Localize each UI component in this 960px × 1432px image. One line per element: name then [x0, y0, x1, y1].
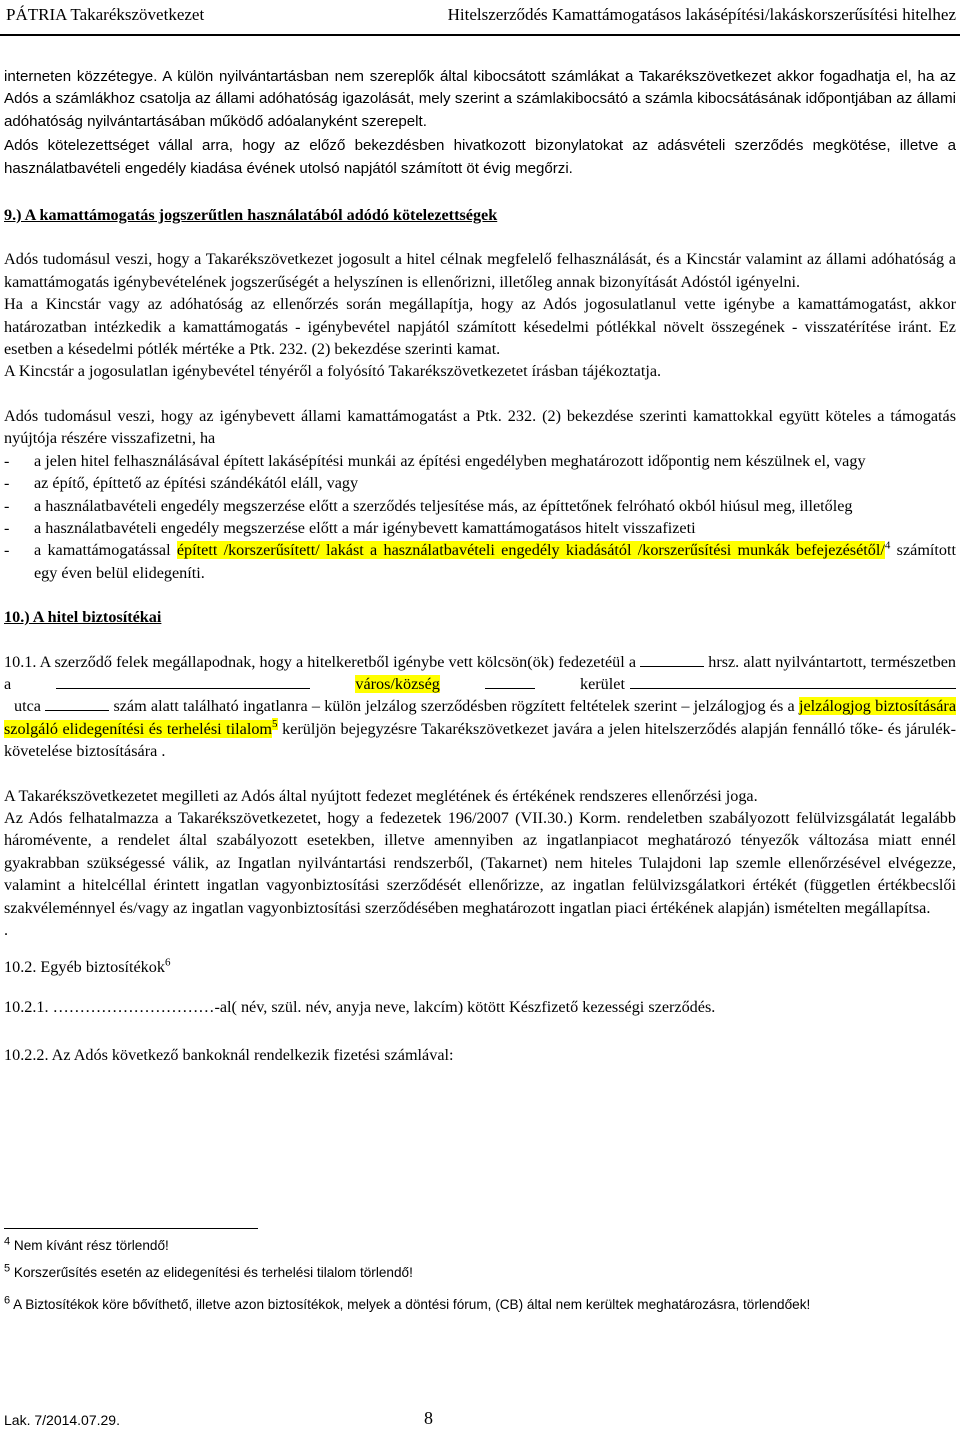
blank-field-district[interactable]	[485, 675, 535, 689]
p102-text: 10.2. Egyéb biztosítékok	[4, 958, 165, 977]
page-header	[6, 3, 956, 27]
paragraph-collateral-check: A Takarékszövetkezetet megilleti az Adós által nyújtott fedezet meglétének és értékének rendszeres ellenőrzési joga.	[4, 786, 758, 805]
dash-marker: -	[4, 496, 10, 515]
p101-text-b: hrsz. alatt nyilvántartott, természetben a	[4, 652, 957, 693]
dash-marker: -	[4, 518, 10, 537]
list-item-text: a használatbavételi engedély megszerzése előtt a már igénybevett kamattámogatásos hitelt visszafizeti	[34, 518, 696, 537]
footnotes	[4, 1236, 956, 1327]
p101-text-f: kerüljön bejegyzésre Takarékszövetkezet javára a jelen hitelszerződés alapján fennálló tőke- és járulék-követelése biztosítására .	[4, 719, 956, 761]
footnote-ref-4: 4	[884, 539, 891, 552]
page-number: 8	[424, 1408, 433, 1428]
list-item-text	[34, 539, 956, 584]
paragraph-collateral-review: Az Adós felhatalmazza a Takarékszövetkezetet, hogy a fedezetek 196/2007 (VII.30.) Korm. rendeletben szabályozott felülvizsgálatát legalább háromévente, a rendelet által szabályozott esetekben, illetve amennyiben az ingatlanpiacot meghatározó tényezők változása miatt ennél gyakrabban szükségessé válik, az Ingatlan nyilvántartási rendszerből, (Takarnet) nem hiteles Tulajdoni lap szemle ellenőrzésével elvégezze, valamint a hitelcéllal érintett ingatlan vagyonbiztosítási szerződését ellenőrizze, az ingatlan felülvizsgálatkori értékét (független értékbecslői szakvéleménnyel és/vagy az ingatlan vagyonbiztosítási szerződésében meghatározott ingatlan piaci értékének alapján) ismételten megállapítsa.	[4, 808, 956, 917]
footnote-5	[4, 1263, 956, 1283]
blank-field-parcel[interactable]	[640, 653, 704, 667]
list-item-text: az építő, építtető az építési szándékától eláll, vagy	[34, 474, 359, 493]
paragraph-10-1	[4, 651, 956, 763]
footnote-text: Nem kívánt rész törlendő!	[13, 1238, 169, 1253]
footnote-rule	[4, 1228, 258, 1229]
footnote-number: 6	[4, 1294, 11, 1307]
footnote-text: Korszerűsítés esetén az elidegenítési és terhelési tilalom törlendő!	[13, 1265, 413, 1280]
footnote-text: A Biztosítékok köre bővíthető, illetve azon biztosítékok, melyek a döntési fórum, (CB) által nem kerültek meghatározásra, törlendőek!	[13, 1297, 811, 1312]
list-item	[4, 472, 956, 494]
main-content	[4, 66, 956, 1067]
dash-marker: -	[4, 474, 10, 493]
header-rule	[0, 34, 960, 36]
section-9-title: 9.) A kamattámogatás jogszerűtlen használatából adódó kötelezettségek	[4, 206, 498, 225]
footer-doc-code: Lak. 7/2014.07.29.	[4, 1412, 120, 1428]
paragraph-10-2-2: 10.2.2. Az Adós következő bankoknál rendelkezik fizetési számlával:	[4, 1046, 454, 1065]
blank-field-address[interactable]	[56, 675, 310, 689]
paragraph-10-2-1: 10.2.1. …………………………-al( név, szül. név, anyja neve, lakcím) kötött Készfizető kezességi szerződés.	[4, 997, 716, 1016]
stray-dot: .	[4, 921, 9, 939]
p101-text-a: 10.1. A szerződő felek megállapodnak, hogy a hitelkeretből igénybe vett kölcsön(ök) fedezetéül a	[4, 652, 637, 671]
section-9-paragraph-3: Adós tudomásul veszi, hogy az igénybevett állami kamattámogatást a Ptk. 232. (2) bekezdése szerinti kamattokkal együtt köteles a támogatás nyújtója részére visszafizetni, ha	[4, 406, 956, 448]
footnote-number: 5	[4, 1262, 11, 1275]
item5-prefix: a kamattámogatással	[34, 541, 177, 560]
list-item	[4, 450, 956, 472]
p101-text-e: szám alatt található ingatlanra – külön jelzálog szerződésben rögzített feltételek szerint – jelzálogjog és a	[113, 697, 795, 716]
dash-marker: -	[4, 541, 10, 560]
paragraph-retention-obligation: Adós kötelezettséget vállal arra, hogy az előző bekezdésben hivatkozott bizonylatokat az adásvételi szerződés megkötése, illetve a használatbavételi engedély kiadása évének utolsó napjától számított öt évig megőrzi.	[4, 137, 956, 177]
list-item-text: a használatbavételi engedély megszerzése előtt a szerződés teljesítése más, az építtetőnek felróható okból hiúsul meg, illetőleg	[34, 496, 853, 515]
blank-field-street[interactable]	[630, 675, 956, 689]
list-item-text: a jelen hitel felhasználásával épített lakásépítési munkái az építési engedélyben meghatározott időpontig nem készülnek el, vagy	[34, 451, 866, 470]
section-10-title: 10.) A hitel biztosítékai	[4, 608, 162, 627]
paragraph-invoice-acceptance: interneten közzétegye. A külön nyilvántartásban nem szereplők által kibocsátott számlákat a Takarékszövetkezet akkor fogadhatja el, ha az Adós a számlákhoz csatolja az állami adóhatóság igazolását, mely szerint a számlakibocsátó a számla kibocsátásának időpontjában az állami adóhatóság nyilvántartásában működő adóalanyként szerepelt.	[4, 68, 956, 130]
section-9-paragraph-2b: A Kincstár a jogosulatlan igénybevétel tényéről a folyósító Takarékszövetkezetet írásban tájékoztatja.	[4, 362, 662, 381]
section-9-paragraph-1: Adós tudomásul veszi, hogy a Takarékszövetkezet jogosult a hitel célnak megfelelő felhasználását, és a Kincstár valamint az állami adóhatóság a kamattámogatás igénybevételének jogszerűségét a helyszínen is ellenőrizni, illetőleg annak bizonyítását Adóstól igényelni.	[4, 250, 956, 291]
p101-text-c: kerület	[580, 674, 625, 693]
section-9-paragraph-2: Ha a Kincstár vagy az adóhatóság az ellenőrzés során megállapítja, hogy az Adós jogosulatlanul vette igénybe a kamattámogatást, akkor határozatban intézkedik a kamattámogatás - igénybevétel napjától számított késedelmi pótlékkal növelt összegének - visszatérítése iránt. Ez esetben a késedelmi pótlék mértéke a Ptk. 232. (2) bekezdése szerinti kamat.	[4, 295, 956, 359]
list-item	[4, 539, 956, 584]
footnote-ref-6: 6	[164, 957, 171, 970]
dash-marker: -	[4, 451, 10, 470]
p101-text-d: utca	[14, 697, 41, 716]
footnote-4	[4, 1236, 956, 1256]
header-bank-name: PÁTRIA Takarékszövetkezet	[6, 5, 205, 24]
list-item	[4, 495, 956, 517]
footnote-6	[4, 1290, 956, 1320]
header-document-title: Hitelszerződés Kamattámogatásos lakásépítési/lakáskorszerűsítési hitelhez	[447, 5, 956, 24]
paragraph-10-2	[4, 956, 956, 978]
list-item	[4, 517, 956, 539]
blank-field-house-number[interactable]	[45, 697, 109, 711]
highlighted-text: jelzálogjog biztosítására szolgáló elidegenítési és terhelési tilalom	[4, 697, 957, 738]
highlighted-text: város/község	[355, 674, 440, 693]
highlighted-text: épített /korszerűsített/ lakást a használatbavételi engedély kiadásától /korszerűsítési munkák befejezésétől/	[176, 541, 885, 560]
item5-suffix: számított egy éven belül elidegeníti.	[34, 541, 956, 582]
footnote-ref-5: 5	[272, 718, 278, 731]
footnote-number: 4	[4, 1235, 11, 1248]
